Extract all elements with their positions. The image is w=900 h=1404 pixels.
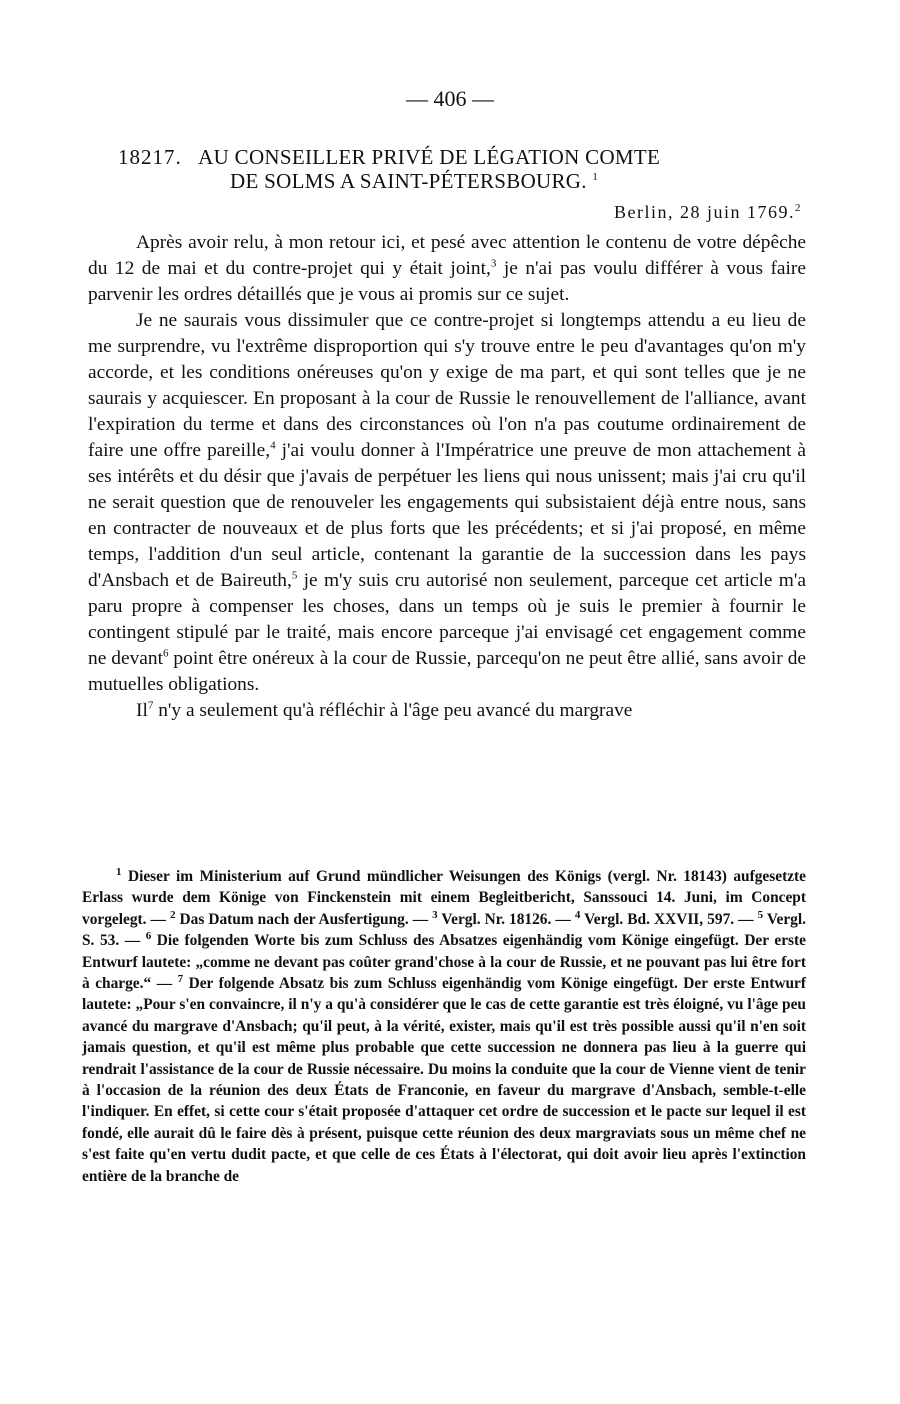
- heading-line-2: DE SOLMS A SAINT-PÉTERSBOURG.: [230, 169, 587, 193]
- body-paragraph: [88, 308, 806, 698]
- footnote-ref: 1: [592, 171, 599, 183]
- footnote-ref: 5: [757, 908, 764, 921]
- letter-number: 18217.: [118, 145, 182, 169]
- text-run: Dieser im Ministerium auf Grund mündlicher Weisungen des Königs (vergl. Nr. 18143) aufgesetzte Erlass wurde dem Könige von Finckenstein mit einem Begleitbericht, Sanssouci 14. Juni, im Concept vorgelegt. —: [82, 868, 806, 928]
- text-run: n'y a seulement qu'à réfléchir à l'âge peu avancé du margrave: [153, 700, 633, 721]
- heading-line-1: AU CONSEILLER PRIVÉ DE LÉGATION COMTE: [198, 145, 661, 169]
- text-run: Vergl. Bd. XXVII, 597. —: [580, 910, 758, 928]
- body-paragraph: [88, 698, 806, 724]
- footnote-ref: 6: [145, 930, 152, 943]
- text-run: Die folgenden Worte bis zum Schluss des Absatzes eigenhändig vom Könige eingefügt. Der erste Entwurf lautete: „comme ne devant pas coûter grand'chose à la cour de Russie, et ne pouvant pas lui être fort à charge.“ —: [82, 932, 806, 993]
- dateline-text: Berlin, 28 juin 1769.: [614, 202, 795, 222]
- text-run: Après avoir relu, à mon retour ici, et pesé avec attention le contenu de votre dépêche du 12 de mai et du contre-projet qui y était joint,: [88, 232, 806, 279]
- text-run: Vergl. S. 53. —: [82, 910, 806, 950]
- body-paragraph: [88, 230, 806, 308]
- footnote-ref: 5: [291, 569, 298, 582]
- text-run: Der folgende Absatz bis zum Schluss eigenhändig vom Könige eingefügt. Der erste Entwurf lautete: „Pour s'en convaincre, il n'y a qu'à considérer que le cas de cette garantie est très éloigné, vu l'âge peu avancé du margrave d'Ansbach; qu'il peut, à la vérité, exister, mais qu'il est très possible aussi qu'il n'en soit jamais question, et qu'il est même plus probable que cette succession ne donnera pas lieu à la guerre qui rendrait l'assistance de la cour de Russie nécessaire. Du moins la conduite que la cour de Vienne vient de tenir à l'occasion de la réunion des deux États de Franconie, en faveur du margrave d'Ansbach, semble-t-elle l'indiquer. En effet, si cette cour s'était proposée d'attaquer cet ordre de succession et le pacte sur lequel il est fondé, elle aurait dû le faire dès à présent, puisque cette réunion des deux margraviats sous un même chef ne s'est faite qu'en vertu dudit pacte, et que celle de ces États à l'électorat, qui doit avoir lieu après l'extinction entière de la branche de: [82, 975, 806, 1185]
- footnote-paragraph: [82, 866, 806, 1187]
- footnote-ref: 7: [177, 972, 184, 985]
- text-run: j'ai voulu donner à l'Impératrice une preuve de mon attachement à ses intérêts et du désir que j'avais de perpétuer les liens qui nous unissent; mais j'ai cru qu'il ne serait question que de renouveler les engagements qui subsistaient déjà entre nous, sans en contracter de nouveaux et de plus forts que les précédents; et si j'ai proposé, en même temps, l'addition d'un seul article, contenant la garantie de la succession dans les pays d'Ansbach et de Baireuth,: [88, 440, 806, 591]
- footnote-ref: 3: [490, 257, 497, 270]
- footnote-ref: 2: [795, 202, 802, 214]
- footnotes: [82, 866, 806, 1187]
- text-run: Je ne saurais vous dissimuler que ce contre-projet si longtemps attendu a eu lieu de me surprendre, vu l'extrême disproportion qui s'y trouve entre le peu d'avantages qu'on m'y accorde, et les conditions onéreuses qu'on y exige de ma part, et qui sont telles que je ne saurais y acquiescer. En proposant à la cour de Russie le renouvellement de l'alliance, avant l'expiration du terme et dans des circonstances où l'on n'a pas coutume ordinairement de faire une offre pareille,: [88, 310, 806, 461]
- text-run: je n'ai pas voulu différer à vous faire parvenir les ordres détaillés que je vous ai promis sur ce sujet.: [88, 258, 806, 305]
- page-number: — 406 —: [406, 86, 494, 111]
- footnote-ref: 7: [147, 699, 154, 712]
- text-run: point être onéreux à la cour de Russie, parcequ'on ne peut être allié, sans avoir de mutuelles obligations.: [88, 648, 806, 695]
- letter-heading: [118, 145, 798, 193]
- footnote-ref: 4: [270, 439, 276, 452]
- footnote-ref: 1: [116, 865, 122, 878]
- text-run: Vergl. Nr. 18126. —: [437, 910, 575, 928]
- footnote-ref: 2: [169, 908, 176, 921]
- dateline: [614, 202, 802, 223]
- letter-body: [88, 230, 806, 724]
- footnote-ref: 3: [432, 908, 438, 921]
- footnote-ref: 6: [162, 647, 169, 660]
- text-run: Il: [136, 700, 148, 721]
- text-run: je m'y suis cru autorisé non seulement, parceque cet article m'a paru propre à compenser les choses, dans un temps où je suis le premier à fournir le contingent stipulé par le traité, mais encore parceque j'ai envisagé cet engagement comme ne devant: [88, 570, 806, 669]
- text-run: Das Datum nach der Ausfertigung. —: [175, 910, 433, 928]
- footnote-ref: 4: [574, 908, 581, 921]
